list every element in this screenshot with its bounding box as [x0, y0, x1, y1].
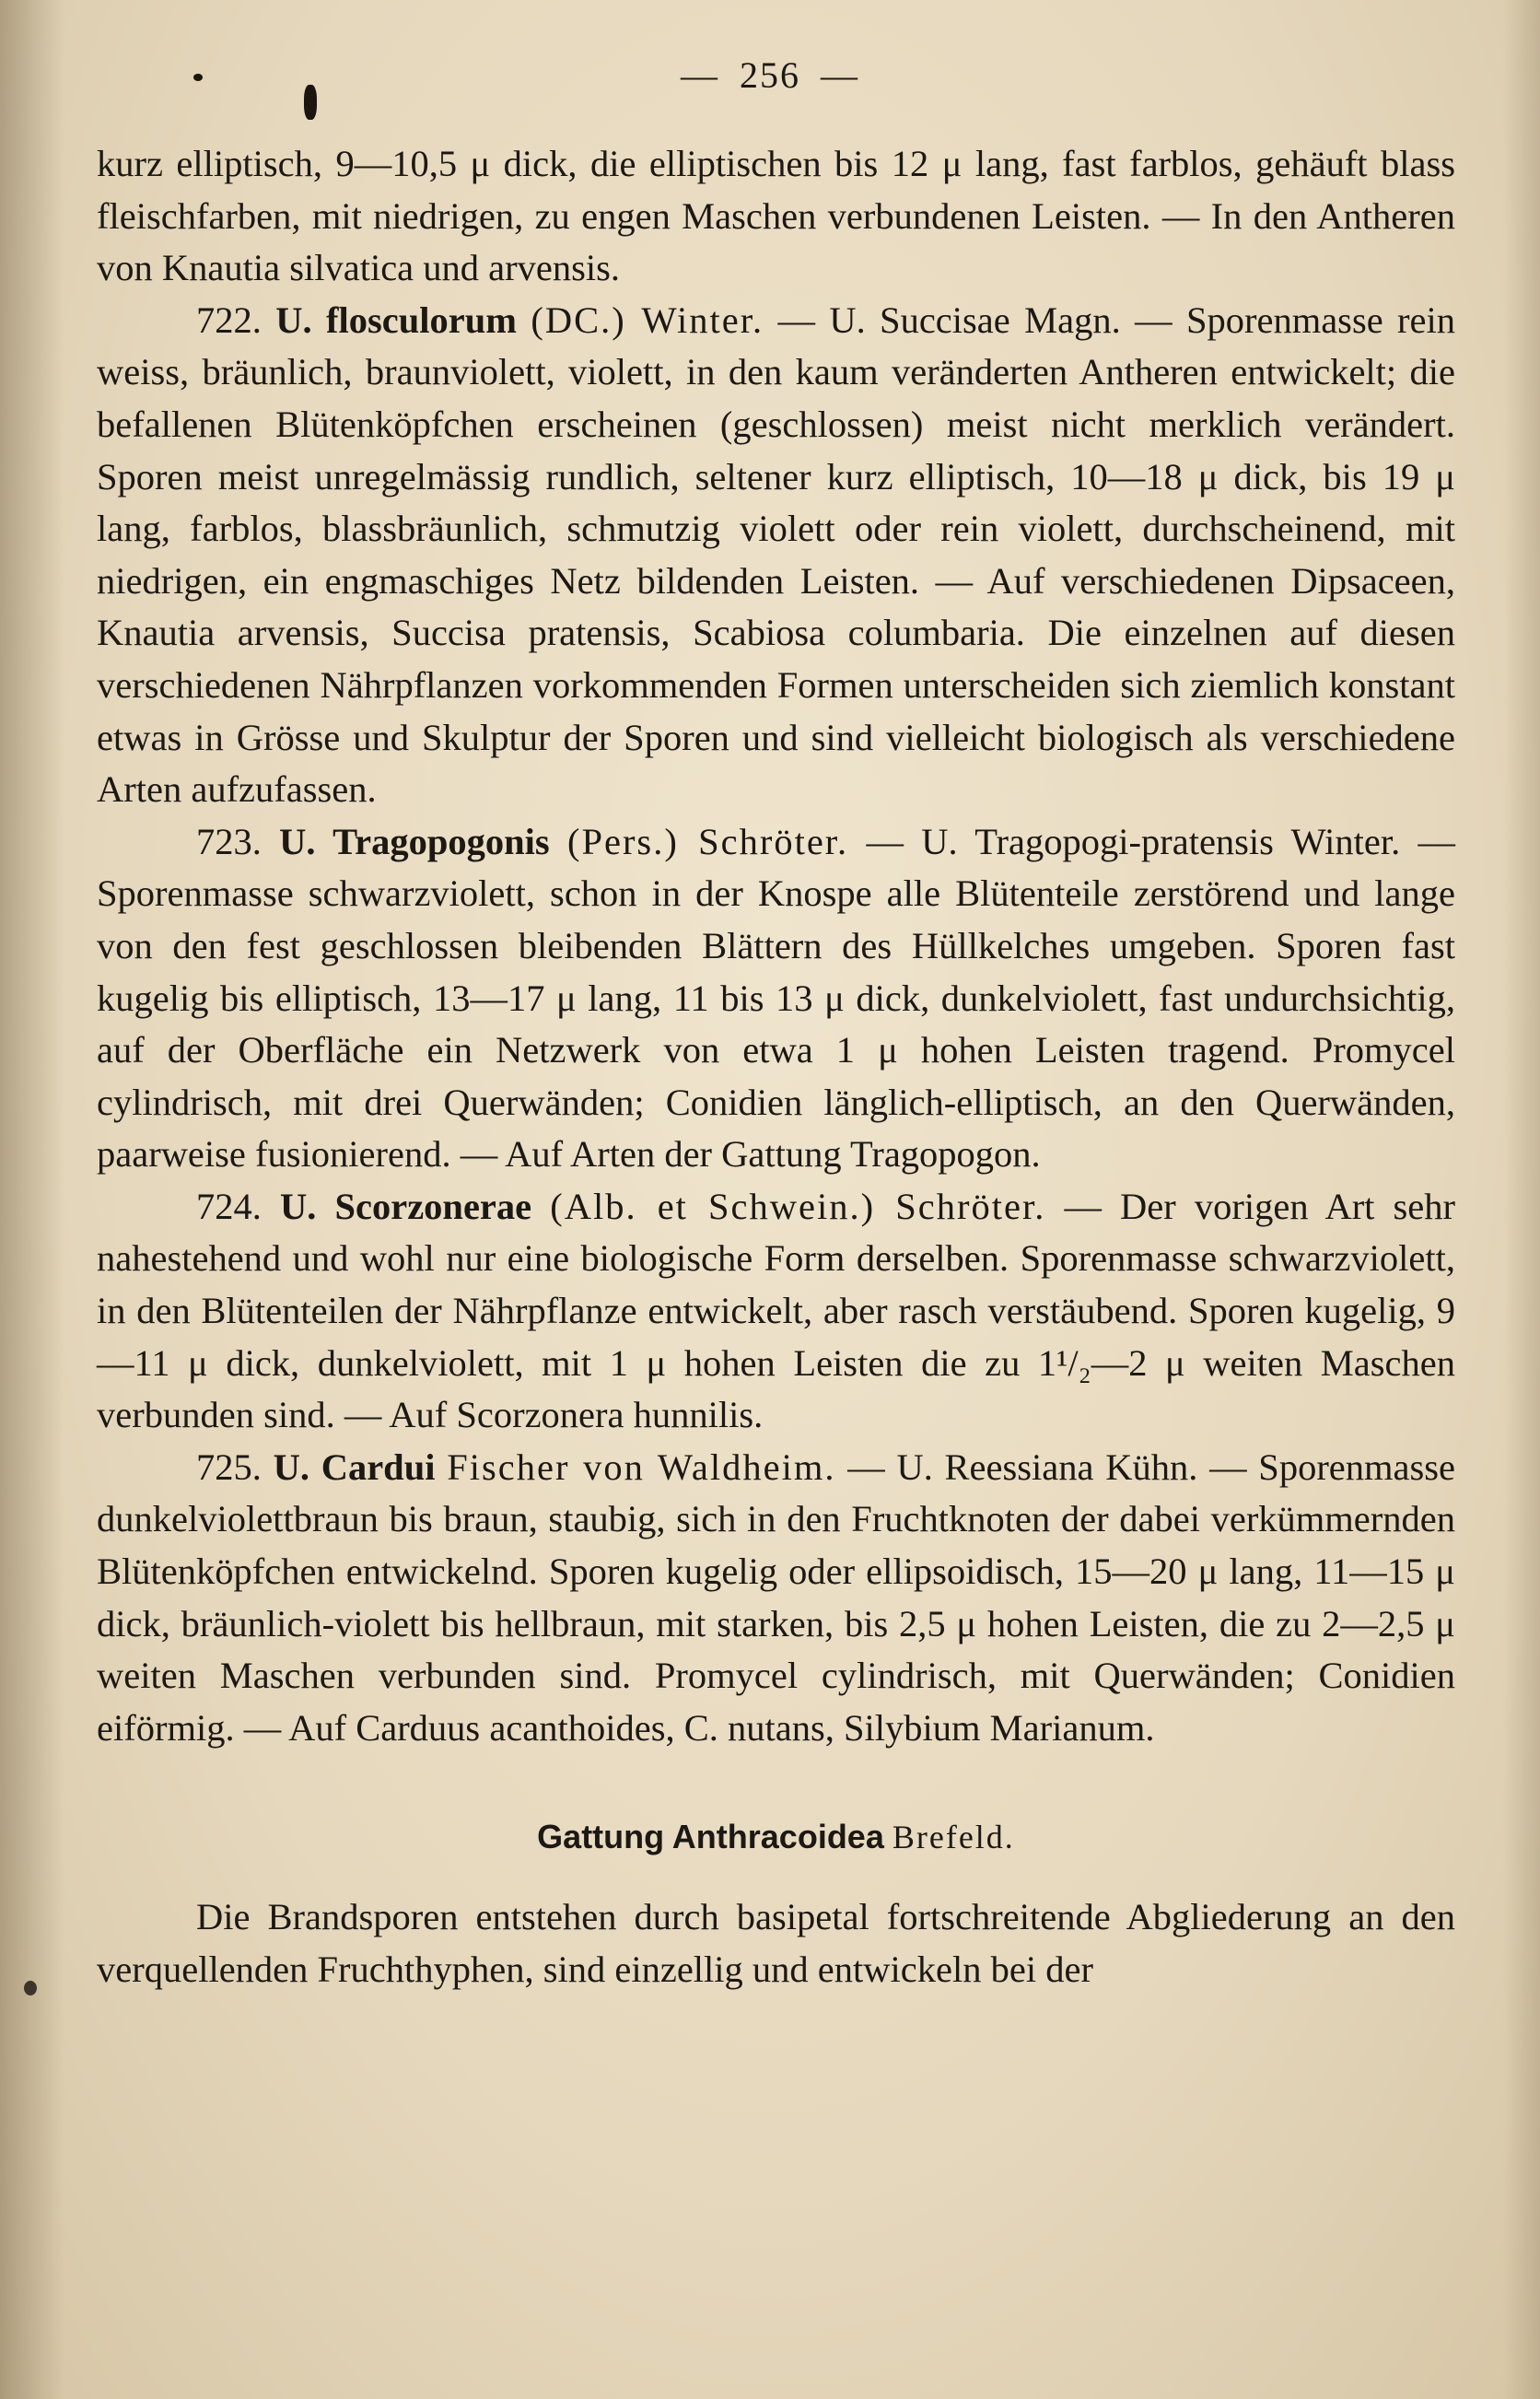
- ink-blot: [24, 1981, 37, 1995]
- species-name: U. Scorzonerae: [279, 1185, 532, 1227]
- species-name: U. Cardui: [273, 1445, 436, 1488]
- binding-shadow: [0, 0, 64, 2399]
- genus-author: Brefeld.: [892, 1819, 1015, 1856]
- species-name: U. flosculorum: [275, 298, 517, 341]
- entry-description: — U. Tragopogi-pratensis Winter. — Sporenmasse schwarzviolett, schon in der Knospe alle Blütenteile zerstörend und lange von den fest geschlossen bleibenden Blättern des Hüllkelches umgeben. Sporen fast kugelig bis elliptisch, 13—17 μ lang, 11 bis 13 μ dick, dunkelviolett, fast undurchsichtig, auf der Oberfläche ein Netzwerk von etwa 1 μ hohen Leisten tragend. Promycel cylindrisch, mit drei Querwänden; Conidien länglich-elliptisch, an den Querwänden, paarweise fusionierend. — Auf Arten der Gattung Tragopogon.: [97, 820, 1456, 1176]
- species-author: Fischer von Waldheim.: [447, 1445, 836, 1488]
- paragraph-continuation: [97, 138, 1455, 295]
- species-author: (Alb. et Schwein.) Schröter.: [550, 1185, 1046, 1227]
- page-header: [0, 53, 1540, 97]
- entry-description: — U. Reessiana Kühn. — Sporenmasse dunkelviolettbraun bis braun, staubig, sich in den Fruchtknoten der dabei verkümmernden Blütenköpfchen entwickelnd. Sporen kugelig oder ellipsoidisch, 15—20 μ lang, 11—15 μ dick, bräunlich-violett bis hellbraun, mit starken, bis 2,5 μ hohen Leisten, die zu 2—2,5 μ weiten Maschen verbunden sind. Promycel cylindrisch, mit Querwänden; Conidien eiförmig. — Auf Carduus acanthoides, C. nutans, Silybium Marianum.: [97, 1445, 1456, 1749]
- species-name: U. Tragopogonis: [279, 820, 550, 862]
- species-entry: [97, 816, 1455, 1181]
- paragraph-text: kurz elliptisch, 9—10,5 μ dick, die elliptischen bis 12 μ lang, fast farblos, gehäuft blass fleischfarben, mit niedrigen, zu engen Maschen verbundenen Leisten. — In den Antheren von Knautia silvatica und arvensis.: [97, 143, 1455, 289]
- paragraph-text: Die Brandsporen entstehen durch basipetal fortschreitende Abgliederung an den verquellenden Fruchthyphen, sind einzellig und entwickeln bei der: [97, 1896, 1455, 1990]
- entry-number: 725.: [196, 1445, 262, 1488]
- species-entry: [97, 1442, 1455, 1755]
- genus-title: Gattung Anthracoidea: [537, 1818, 884, 1856]
- section-paragraph: [97, 1891, 1455, 1995]
- species-author: (DC.) Winter.: [531, 298, 764, 341]
- body-text: [97, 138, 1455, 1995]
- entry-number: 724.: [196, 1185, 262, 1227]
- header-dash: —: [821, 54, 859, 96]
- entry-number: 723.: [196, 820, 262, 862]
- entry-description: — Der vorigen Art sehr nahestehend und wohl nur eine biologische Form derselben. Sporenmasse schwarzviolett, in den Blütenteilen der Nährpflanze entwickelt, aber rasch verstäubend. Sporen kugelig, 9—11 μ dick, dunkelviolett, mit 1 μ hohen Leisten die zu 1¹/₂—2 μ weiten Maschen verbunden sind. — Auf Scorzonera hunnilis.: [97, 1185, 1456, 1436]
- page-edge-shadow: [1503, 0, 1540, 2399]
- species-entry: [97, 295, 1455, 816]
- entry-number: 722.: [196, 298, 262, 341]
- entry-description: — U. Succisae Magn. — Sporenmasse rein weiss, bräunlich, braunviolett, violett, in den kaum veränderten Antheren entwickelt; die befallenen Blütenköpfchen erscheinen (geschlossen) meist nicht merklich verändert. Sporen meist unregelmässig rundlich, seltener kurz elliptisch, 10—18 μ dick, bis 19 μ lang, farblos, blassbräunlich, schmutzig violett oder rein violett, durchscheinend, mit niedrigen, ein engmaschiges Netz bildenden Leisten. — Auf verschiedenen Dipsaceen, Knautia arvensis, Succisa pratensis, Scabiosa columbaria. Die einzelnen auf diesen verschiedenen Nährpflanzen vorkommenden Formen unterscheiden sich ziemlich konstant etwas in Grösse und Skulptur der Sporen und sind vielleicht biologisch als verschiedene Arten aufzufassen.: [97, 298, 1456, 811]
- header-dash: —: [681, 54, 719, 96]
- page-number: 256: [740, 54, 800, 96]
- species-author: (Pers.) Schröter.: [566, 820, 849, 862]
- species-entry: [97, 1181, 1455, 1442]
- section-heading: [97, 1811, 1455, 1864]
